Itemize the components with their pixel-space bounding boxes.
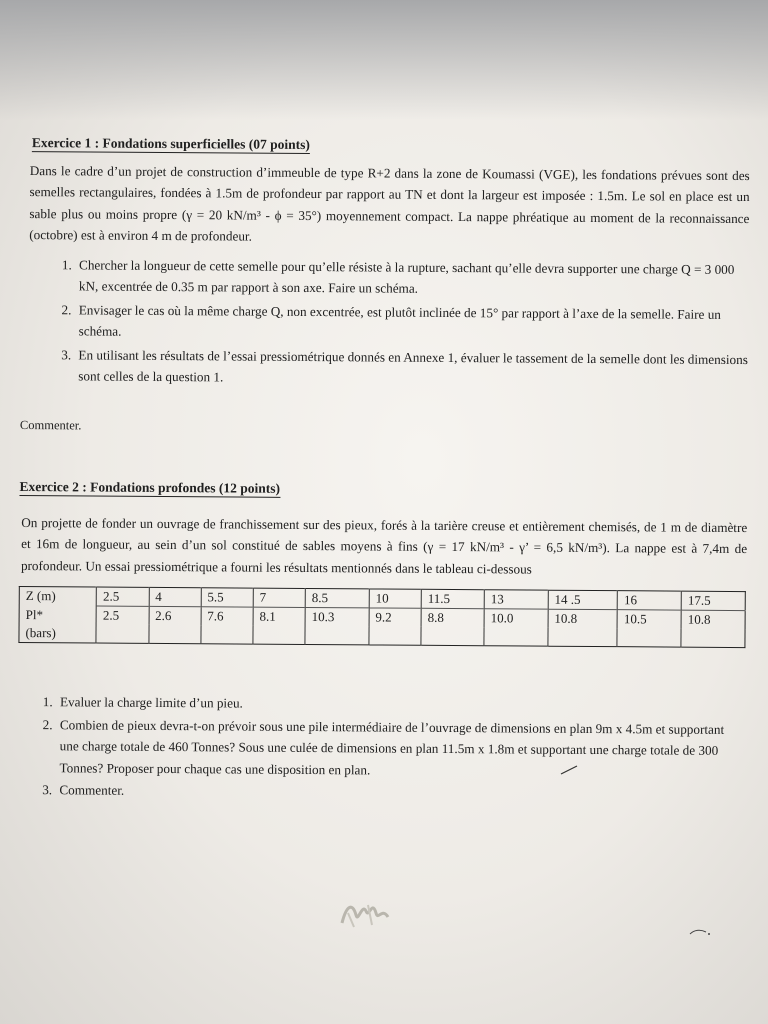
exercise-2-question-2: 2. Combien de pieux devra-t-on prévoir sous une pile intermédiaire de l’ouvrage de dimensions en plan 9m x 4.5m et supportant une charge totale de 460 Tonnes? Sous une culée de dimensions en plan 11.5m x 1.8m et supportant une charge totale de 300 Tonnes? Proposer pour chaque cas une disposition en plan. bbox=[55, 714, 745, 783]
table-cell: 2.6 bbox=[149, 606, 201, 625]
table-cell: 5.5 bbox=[201, 588, 253, 607]
exercise-2-questions bbox=[17, 691, 746, 806]
table-cell: 8.5 bbox=[305, 588, 369, 607]
table-cell: 17.5 bbox=[681, 591, 745, 610]
table-cell-empty bbox=[617, 628, 681, 647]
table-cell: 11.5 bbox=[421, 589, 484, 608]
table-cell-empty bbox=[96, 625, 148, 644]
table-cell: 10.8 bbox=[548, 609, 618, 628]
table-cell: 4 bbox=[149, 587, 201, 606]
row-label-z: Z (m) bbox=[25, 588, 56, 604]
table-cell-empty bbox=[148, 625, 200, 644]
table-cell: 14 .5 bbox=[548, 590, 618, 609]
table-cell: 10.5 bbox=[617, 610, 681, 629]
table-cell: 16 bbox=[618, 591, 682, 610]
exercise-2 bbox=[17, 476, 747, 806]
table-cell-empty bbox=[253, 626, 305, 645]
row-label-unit: (bars) bbox=[25, 625, 56, 641]
row-label-pl: Pl* bbox=[25, 606, 44, 622]
document-body bbox=[17, 132, 750, 807]
pen-marks bbox=[688, 926, 712, 938]
pen-check-mark bbox=[560, 765, 578, 775]
table-cell: 7 bbox=[253, 588, 305, 607]
table-cell: 10.0 bbox=[484, 609, 548, 628]
exercise-1 bbox=[20, 132, 750, 441]
exercise-1-intro: Dans le cadre d’un projet de construction d’immeuble de type R+2 dans la zone de Koumassi (VGE), les fondations prévues sont des semelles rectangulaires, fondées à 1.5m de profondeur par rapport au TN et dont la largeur est imposée : 1.5m. Le sol en place est un sable plus ou moins propre (γ = 20 kN/m³ - ϕ = 35°) moyennement compact. La nappe phréatique au moment de la reconnaissance (octobre) est à environ 4 m de profondeur. bbox=[29, 162, 750, 244]
table-cell: 7.6 bbox=[201, 607, 253, 626]
table-cell: 10.3 bbox=[305, 607, 369, 626]
exercise-2-intro: On projette de fonder un ouvrage de franchissement sur des pieux, forés à la tarière creuse et entièrement chemisés, de 1 m de diamètre et 16m de longueur, au sein d’un sol constitué de sables moyens à fins (γ = 17 kN/m³ - γ’ = 6,5 kN/m³). La nappe est à 7,4m de profondeur. Un essai pressiométrique a fourni les résultats mentionnés dans le tableau ci-dessous bbox=[20, 514, 748, 577]
exercise-1-question-2: 2. Envisager le cas où la même charge Q, non excentrée, est plutôt inclinée de 15° par rapport à l’axe de la semelle. Faire un schéma. bbox=[75, 299, 749, 347]
table-row-unit bbox=[19, 624, 745, 648]
exercise-2-question-1: 1. Evaluer la charge limite d’un pieu. bbox=[56, 691, 746, 717]
handwritten-signature bbox=[338, 893, 392, 929]
exercise-1-comment: Commenter. bbox=[19, 417, 82, 432]
table-cell: 2.5 bbox=[97, 587, 149, 606]
table-cell: 9.2 bbox=[369, 608, 421, 627]
table-cell: 13 bbox=[484, 590, 548, 609]
exercise-2-title: Exercice 2 : Fondations profondes (12 points) bbox=[19, 478, 281, 496]
table-cell-empty bbox=[305, 626, 369, 645]
table-cell-empty bbox=[369, 626, 421, 645]
table-cell: 10 bbox=[369, 589, 421, 608]
table-cell-empty bbox=[548, 628, 618, 647]
table-cell-empty bbox=[484, 627, 548, 646]
table-cell-empty bbox=[201, 625, 253, 644]
table-cell-empty bbox=[421, 627, 484, 646]
exercise-2-question-3: 3. Commenter. bbox=[55, 779, 745, 805]
table-cell: 2.5 bbox=[96, 606, 148, 625]
exercise-1-question-3: 3. En utilisant les résultats de l’essai pressiométrique donnés en Annexe 1, évaluer le tassement de la semelle dont les dimensions sont celles de la question 1. bbox=[74, 344, 748, 392]
exercise-1-question-1: 1. Chercher la longueur de cette semelle pour qu’elle résiste à la rupture, sachant qu’elle devra supporter une charge Q = 3 000 kN, excentrée de 0.35 m par rapport à son axe. Faire un schéma. bbox=[75, 254, 749, 302]
exercise-1-questions bbox=[20, 253, 749, 391]
exercise-1-title: Exercice 1 : Fondations superficielles (07 points) bbox=[31, 135, 310, 153]
table-cell: 8.8 bbox=[421, 608, 484, 627]
table-cell: 8.1 bbox=[253, 607, 305, 626]
table-cell-empty bbox=[681, 629, 745, 648]
table-cell: 10.8 bbox=[681, 610, 745, 629]
scan-shadow bbox=[0, 0, 768, 120]
pressiometer-table bbox=[18, 586, 745, 648]
